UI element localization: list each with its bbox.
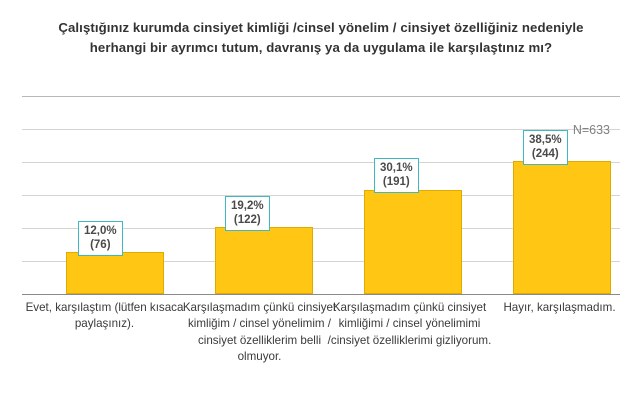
bar-karsilasmadim-belli-olmuyor	[215, 227, 313, 294]
data-label-count: (76)	[90, 239, 111, 252]
bar-karsilasmadim-gizliyorum	[364, 190, 462, 294]
x-axis-category-labels	[22, 300, 620, 400]
data-label-percent: 30,1%	[380, 162, 413, 174]
data-label-percent: 19,2%	[231, 200, 264, 212]
category-label-4: Hayır, karşılaşmadım.	[503, 301, 616, 314]
data-label-4	[523, 130, 568, 165]
data-label-percent: 38,5%	[529, 134, 562, 146]
category-label-3: Karşılaşmadım çünkü cinsiyet kimliğimi / cinsel yönelimimi /cinsiyet özelliklerimi gizliyorum.	[327, 301, 492, 347]
data-label-count: (191)	[382, 176, 410, 189]
data-label-count: (244)	[531, 148, 559, 161]
data-label-percent: 12,0%	[84, 225, 117, 237]
bar-hayir-karsilasmadim	[513, 161, 611, 294]
sample-size-label: N=633	[572, 123, 610, 137]
chart-title: Çalıştığınız kurumda cinsiyet kimliği /cinsel yönelim / cinsiyet özelliğiniz nedeniyle herhangi bir ayrımcı tutum, davranış ya da uygulama ile karşılaştınız mı?	[58, 20, 584, 56]
bar-evet-karsilastim	[66, 252, 164, 294]
plot-area	[22, 96, 620, 295]
data-label-2	[225, 196, 270, 231]
x-axis-line	[22, 294, 620, 295]
category-label-1: Evet, karşılaştım (lütfen kısaca paylaşınız).	[25, 301, 184, 331]
data-label-1	[78, 221, 123, 256]
category-label-2: Karşılaşmadım çünkü cinsiyet kimliğim / cinsel yönelimim / cinsiyet özelliklerim belli olmuyor.	[182, 301, 337, 364]
data-label-3	[374, 158, 419, 193]
gridline	[22, 96, 620, 97]
data-label-count: (122)	[233, 214, 261, 227]
